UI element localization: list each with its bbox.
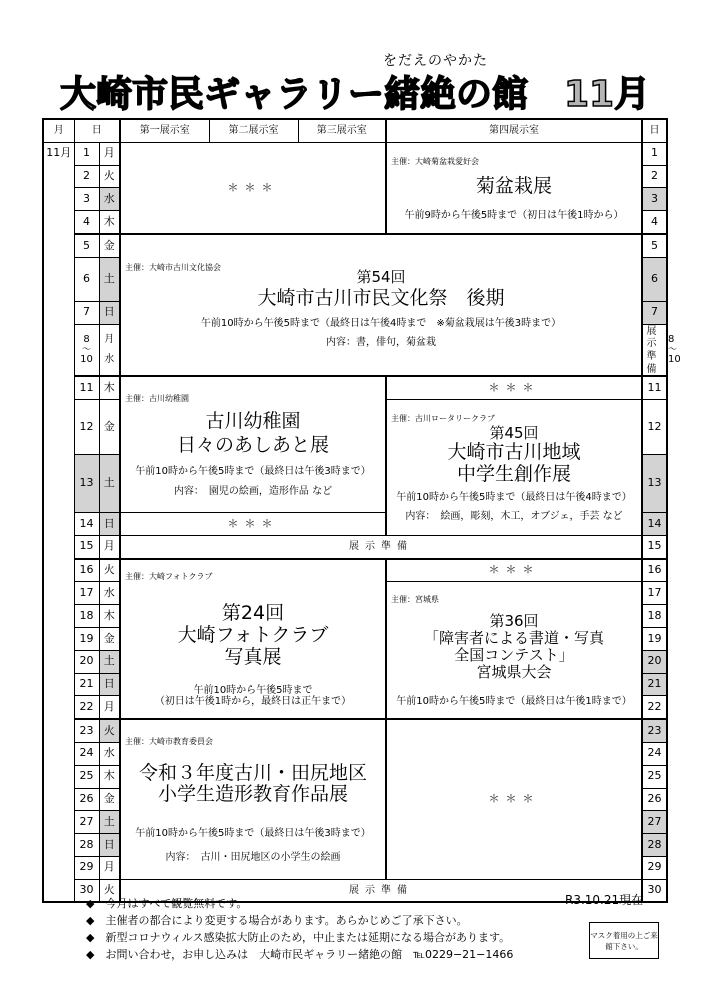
day-num-right: 26 [642,788,667,811]
event-organizer: 主催：宮城県 [391,595,439,605]
weekday: 木 [99,211,120,234]
day-num: 29 [74,856,99,879]
weekday: 月 [99,142,120,165]
event-room1-3-empty [120,142,386,234]
day-num: 3 [74,188,99,211]
day-num: 15 [74,535,99,558]
note-item: ◆ 主催者の都合により変更する場合があります。あらかじめご了承下さい。 [86,914,468,927]
event-organizer: 主催：古川ロータリークラブ [391,413,495,423]
event-hours: 午前10時から午後5時まで（最終日は午後1時まで） [396,695,632,707]
day-num: 12 [74,399,99,454]
day-num-right: 25 [642,765,667,788]
event-title-4: 宮城県大会 [476,663,552,682]
event-title-2: 日々のあしあと展 [176,433,329,456]
event-room1-3-empty [120,512,386,535]
day-num [74,324,99,376]
mask-notice [589,922,659,959]
day-num-right: 15 [642,535,667,558]
tilde: 〜 [81,344,91,355]
day-num-right: 17 [642,582,667,605]
weekday: 月 [99,856,120,879]
event-organizer: 主催：大崎市古川文化協会 [125,263,221,273]
event-hours-1: 午前10時から午後5時まで [193,684,313,696]
empty-marker: ＊＊＊ [488,563,540,577]
day-num-right: 28 [642,834,667,857]
event-title-2: 大崎市古川地域 [447,441,581,464]
weekday: 水 [99,582,120,605]
prep-label: 展示準備 [646,325,663,375]
day-num: 25 [74,765,99,788]
prep-label: 展示準備 [349,541,413,553]
col-room4: 第四展示室 [386,119,642,142]
event-title-1: 令和３年度古川・田尻地区 [138,761,367,784]
weekday: 土 [99,257,120,301]
note-item: ◆ お問い合わせ，お申し込みは 大崎市民ギャラリー緒絶の館 ℡0229−21−1466 [86,948,514,961]
weekday: 水 [99,188,120,211]
day-num: 7 [74,301,99,324]
event-room4-empty [386,719,642,879]
event-hours: 午前10時から午後5時まで（最終日は午後4時まで ※菊盆栽展は午後3時まで） [200,317,562,329]
day-num-right: 27 [642,811,667,834]
day-num: 6 [74,257,99,301]
notes-list [86,895,513,963]
col-room2: 第二展示室 [209,119,298,142]
weekday-end: 水 [104,353,115,365]
day-num-right: 14 [642,512,667,535]
day-num: 17 [74,582,99,605]
event-organizer: 主催：大崎菊盆栽愛好会 [391,156,479,166]
event-title: 菊盆栽展 [475,174,552,197]
event-bunkasai [120,234,642,376]
weekday: 火 [99,559,120,582]
day-num-right: 5 [642,234,667,257]
event-hours: 午前10時から午後5時まで（最終日は午後3時まで） [135,828,371,840]
col-day-right: 日 [642,119,667,142]
weekday: 火 [99,719,120,742]
event-room4-empty [386,559,642,582]
day-num: 5 [74,234,99,257]
day-num-right: 18 [642,605,667,628]
day-num: 30 [74,879,99,902]
day-num-right: 29 [642,856,667,879]
day-num-right: 3 [642,188,667,211]
event-title-2: 大崎市古川市民文化祭 後期 [257,286,505,309]
title-furigana: をだえのやかた [383,53,488,69]
day-num: 16 [74,559,99,582]
day-num-right: 2 [642,165,667,188]
day-num: 28 [74,834,99,857]
empty-marker: ＊＊＊ [227,516,279,530]
day-num: 2 [74,165,99,188]
day-num-right: 16 [642,559,667,582]
exhibition-calendar: 月 日 第一展示室 第二展示室 第三展示室 第四展示室 日 11月 1 月 ＊＊＊ 主催：大崎菊盆栽愛好会 菊盆栽展 午前9時から午後5時まで（初日は午後1時から） 1 2 火 2 3 水 3 4 木 4 5 金 主催：大崎市古川文化協会 第54回 大崎市古川市民文化祭 後期 午前10時から午後5時まで（最終日は午後4時まで ※菊盆栽展は午後3時まで） 内容：書，俳句，菊盆栽 5 6 土 6 7 日 7 8 〜 10 月 水 展示準備 8 〜 10 11 木 主催：古川幼稚園 古川幼稚園 日々のあしあと展 午前10時から午後5時まで（最終日は午後3時まで） 内容： 園児の絵画，造形作品 など ＊＊＊ 11 12 金 主催：古川ロータリークラブ 第45回 大崎市古川地域 中学生創作展 午前10時から午後5時まで（最終日は午後4時まで） 内容： 絵画，彫刻，木工，オブジェ，手芸 など 12 13 土 13 14 日 ＊＊＊ 14 15 月 展示準備 15 16 火 主催：大崎フォトクラブ 第24回 大崎フォトクラブ 写真展 午前10時から午後5時まで （初日は午後1時から，最終日は正午まで） ＊＊＊ 16 17 水 主催：宮城県 第36回 「障害者による書道・写真 全国コンテスト」 宮城県大会 午前10時から午後5時まで（最終日は午後1時まで） 17 18 木 18 19 金 19 20 土 20 21 日 21 22 月 22 23 火 主催：大崎市教育委員会 令和３年度古川・田尻地区 小学生造形教育作品展 午前10時から午後5時まで（最終日は午後3時まで） 内容： 古川・田尻地区の小学生の絵画 ＊＊＊ 23 24 水 24 25 木 25 26 金 26 27 土 27 28 日 28 29 月 29 30 火 展示準備 30 [42,118,668,903]
weekday: 木 [99,605,120,628]
col-month: 月 [43,119,74,142]
weekday: 水 [99,742,120,765]
event-organizer: 主催：大崎フォトクラブ [125,571,213,581]
event-title-1: 第54回 [356,267,406,286]
day-num-right: 23 [642,719,667,742]
event-title-2: 「障害者による書道・写真 [423,628,604,647]
event-organizer: 主催：大崎市教育委員会 [125,737,213,747]
weekday-start: 月 [104,334,115,346]
event-prep [642,324,667,376]
page-title: 大崎市民ギャラリー緒絶の館 11月 [60,74,651,115]
event-hours: 午前10時から午後5時まで（最終日は午後3時まで） [135,466,371,478]
empty-marker: ＊＊＊ [227,180,279,194]
event-content: 内容： 園児の絵画，造形作品 など [173,485,333,497]
event-prep [120,535,642,558]
day-num: 26 [74,788,99,811]
event-title-1: 古川幼稚園 [205,409,301,432]
event-title-2: 小学生造形教育作品展 [157,783,348,806]
day-num-right: 19 [642,627,667,650]
day-num-right: 20 [642,650,667,673]
event-shodo [386,582,642,719]
weekday: 日 [99,301,120,324]
event-kiku [386,142,642,234]
empty-marker: ＊＊＊ [488,792,540,806]
day-num-end: 10 [80,353,93,365]
weekday: 月 [99,535,120,558]
event-title-2: 大崎フォトクラブ [177,623,329,646]
updated-date: R3.10.21現在 [565,893,644,907]
weekday: 火 [99,879,120,902]
event-title-1: 第45回 [489,423,539,442]
event-content: 内容： 絵画，彫刻，木工，オブジェ，手芸 など [405,511,623,523]
weekday: 日 [99,673,120,696]
event-organizer: 主催：古川幼稚園 [125,393,189,403]
event-title-1: 第36回 [489,611,539,630]
day-num-right: 6 [642,257,667,301]
event-room4-empty [386,376,642,399]
day-num-right: 1 [642,142,667,165]
weekday: 土 [99,811,120,834]
event-title-3: 中学生創作展 [456,463,571,486]
empty-marker: ＊＊＊ [488,380,540,394]
day-num-right: 21 [642,673,667,696]
day-num: 11 [74,376,99,399]
weekday: 木 [99,376,120,399]
day-num: 24 [74,742,99,765]
day-num-right: 4 [642,211,667,234]
col-room3: 第三展示室 [298,119,386,142]
mask-notice-text: マスク着用の上ご来館下さい。 [590,930,658,951]
weekday: 土 [99,650,120,673]
note-item: ◆ 新型コロナウィルス感染拡大防止のため，中止または延期になる場合があります。 [86,931,511,944]
day-num-right: 13 [642,454,667,512]
day-num-right: 30 [642,879,667,902]
weekday: 木 [99,765,120,788]
day-num: 21 [74,673,99,696]
day-num: 14 [74,512,99,535]
weekday: 火 [99,165,120,188]
event-title-3: 全国コンテスト」 [454,646,574,665]
day-num-start: 8 [83,334,90,346]
day-num: 4 [74,211,99,234]
event-hours: 午前9時から午後5時まで（初日は午後1時から） [404,209,624,221]
month-label: 11月 [43,142,74,902]
day-num: 22 [74,696,99,719]
day-num: 18 [74,605,99,628]
prep-label: 展示準備 [349,885,413,897]
day-num: 20 [74,650,99,673]
day-num-right: 12 [642,399,667,454]
event-title-1: 第24回 [221,602,285,625]
day-num-right: 24 [642,742,667,765]
weekday: 金 [99,627,120,650]
day-num: 19 [74,627,99,650]
event-hours: 午前10時から午後5時まで（最終日は午後4時まで） [396,491,632,503]
event-kyoiku [120,719,386,879]
day-num-right: 11 [642,376,667,399]
event-hours-2: （初日は午後1時から，最終日は正午まで） [154,696,352,708]
event-title-3: 写真展 [224,645,282,668]
col-room1: 第一展示室 [120,119,209,142]
col-day: 日 [74,119,120,142]
weekday: 土 [99,454,120,512]
weekday: 金 [99,234,120,257]
day-num: 27 [74,811,99,834]
weekday: 金 [99,788,120,811]
weekday: 月 [99,696,120,719]
day-num: 1 [74,142,99,165]
weekday: 日 [99,834,120,857]
weekday: 日 [99,512,120,535]
event-content: 内容：書，俳句，菊盆栽 [326,337,436,349]
event-rotary [386,399,642,535]
day-num: 23 [74,719,99,742]
event-photo [120,559,386,720]
day-num-right: 7 [642,301,667,324]
note-item: ◆ 今月はすべて観覧無料です。 [86,897,248,910]
event-content: 内容： 古川・田尻地区の小学生の絵画 [165,851,341,863]
day-num: 13 [74,454,99,512]
weekday [99,324,120,376]
weekday: 金 [99,399,120,454]
day-num-right: 22 [642,696,667,719]
event-youchien [120,376,386,512]
